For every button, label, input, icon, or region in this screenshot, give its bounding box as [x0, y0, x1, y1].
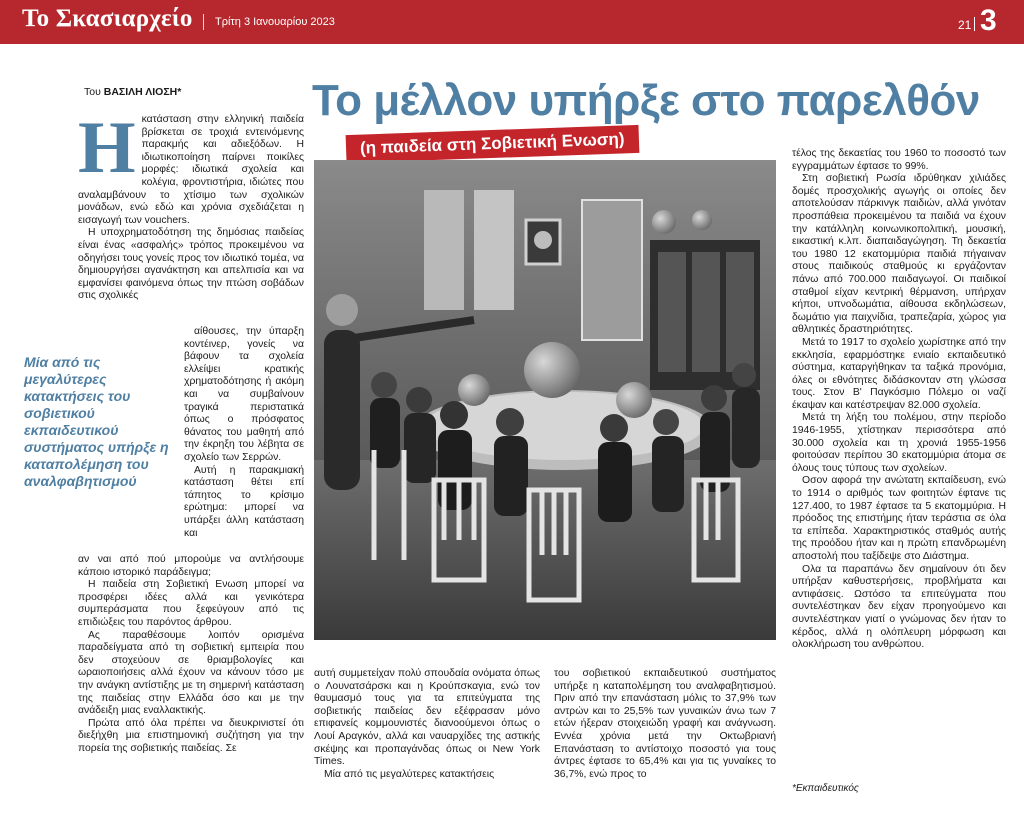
article-photo: [314, 160, 776, 640]
page-number-small: 21: [958, 18, 972, 32]
page-header: [0, 0, 1024, 44]
header-divider: [203, 14, 204, 30]
paragraph: Στη σοβιετική Ρωσία ιδρύθηκαν χιλιάδες δομές προσχολικής αγωγής οι οποίες δεν αποτελούσαν πάρκινγκ παιδιών, αλλά γινόταν προσπάθεια προκειμένου τα παιδιά να έχουν την κατάλληλη κοινωνικοπολιτική, μουσική, εικαστική κ.λπ. διαπαιδαγώγηση. Τη δεκαετία του 1980 12 εκατομμύρια παιδιά πήγαιναν στους παιδικούς σταθμούς κι εργάζονταν πάνω από 700.000 παιδαγωγοί. Οι παιδικοί σταθμοί είχαν κεντρική θέρμανση, υπήρχαν κήποι, υπνοδωμάτια, αίθουσα εκδηλώσεων, δωμάτιο για παιχνίδια, τραπεζαρία, χώρος για αθλητικές δραστηριότητες.: [792, 173, 1006, 336]
paragraph: Μετά το 1917 το σχολείο χωρίστηκε από την εκκλησία, εφαρμόστηκε ενιαίο εκπαιδευτικό σύστημα, καταργήθηκαν τα ταξικά προνόμια, όλες οι εθνότητες διδάσκονταν στη γλώσσα τους. Στον Β' Παγκόσμιο Πόλεμο οι ναζί έκαψαν και κατέστρεψαν 82.000 σχολεία.: [792, 336, 1006, 411]
byline-author: ΒΑΣΙΛΗ ΛΙΟΣΗ*: [103, 86, 182, 98]
paragraph: του σοβιετικού εκπαιδευτικού συστήματος υπήρξε η καταπολέμηση του αναλφαβητισμού. Πριν από την επανάσταση μόλις το 37,9% των αντρών και το 25,5% των γυναικών άνω των 7 ετών ήξεραν στοιχειώδη γραφή και ανάγνωση. Εννέα χρόνια μετά την Οκτωβριανή Επανάσταση το αντίστοιχο ποσοστό για τους άντρες έφτασε το 65,4% και για τις γυναίκες το 36,7%, ενώ προς το: [554, 668, 776, 780]
article-subheadline: (η παιδεία στη Σοβιετική Ενωση): [346, 125, 639, 163]
article-headline: Το μέλλον υπήρξε στο παρελθόν: [312, 76, 980, 125]
byline: [84, 86, 181, 98]
paragraph: αν ναι από πού μπορούμε να αντλήσουμε κάποιο ιστορικό παράδειγμα;: [78, 554, 304, 578]
paragraph: Αυτή η παρακμιακή κατάσταση θέτει επί τάπητος το κρίσιμο ερώτημα: μπορεί να υπάρξει άλλη κατάσταση και: [184, 464, 304, 539]
page-number-large: 3: [980, 4, 997, 37]
paragraph: Ας παραθέσουμε λοιπόν ορισμένα παραδείγματα από τη σοβιετική εμπειρία που δεν στοχεύουν σε θριαμβολογίες και ωραιοποιήσεις αλλά έχουν να κάνουν τόσο με την ανάγκη αντίστιξης με τη σημερινή κατάσταση της παιδείας στην Ελλάδα όσο και με την ανάδειξη μιας εναλλακτικής.: [78, 629, 304, 717]
byline-prefix: Του: [84, 86, 101, 98]
issue-date: Τρίτη 3 Ιανουαρίου 2023: [215, 16, 335, 28]
paragraph: αίθουσες, την ύπαρξη κοντέινερ, γονείς να βάφουν τα σχολεία ελλείψει κρατικής χρηματοδότησης ή ακόμη και να συμβαίνουν τραγικά περιστατικά όπως ο πρόσφατος θάνατος του μαθητή από την έκρηξη του λέβητα σε σχολείο των Σερρών.: [184, 326, 304, 463]
page-number-divider: [974, 17, 975, 31]
column-1: [78, 107, 304, 303]
pull-quote: Μία από τις μεγαλύτερες κατακτήσεις του σοβιετικού εκπαιδευτικού συστήματος υπήρξε η καταπολέμηση του αναλφαβητισμού: [24, 354, 169, 489]
column-2: [314, 668, 540, 781]
column-1-wrapped: [184, 326, 304, 540]
paragraph: αυτή συμμετείχαν πολύ σπουδαία ονόματα όπως ο Λουνατσάρσκι και η Κρούπσκαγια, ενώ τον θαυμασμό τους για τα επιτεύγματα της σοβιετικής παιδείας δεν εξέφρασαν μόνο επιφανείς κομμουνιστές διανοούμενοι όπως ο Λουί Αραγκόν, αλλά και ναυαρχίδες της αστικής σκέψης και προπαγάνδας όπως οι New York Times.: [314, 668, 540, 768]
column-3: [554, 668, 776, 781]
column-1-lower: [78, 554, 304, 756]
paragraph: Μετά τη λήξη του πολέμου, στην περίοδο 1946-1955, χτίστηκαν περισσότερα από 30.000 σχολεία και τη χρονιά 1955-1956 φοιτούσαν περίπου 30 εκατομμύρια άτομα σε όλους τους τύπους των σχολείων.: [792, 412, 1006, 474]
paragraph: Η υποχρηματοδότηση της δημόσιας παιδείας είναι ένας «ασφαλής» τρόπος προκειμένου να οδηγήσει τους γονείς προς τον ιδιωτικό τομέα, να δημιουργήσει αγανάκτηση και απελπισία και να εμφανίσει φαινόμενα όπως την πτώση σοβάδων στις σχολικές: [78, 227, 304, 302]
drop-cap: Η: [78, 107, 136, 189]
paragraph: τέλος της δεκαετίας του 1960 το ποσοστό των εγγραμμάτων έφτασε το 99%.: [792, 148, 1006, 172]
paragraph: Πρώτα από όλα πρέπει να διευκρινιστεί ότι διεξήχθη μια επιστημονική συζήτηση για την πορεία της σοβιετικής παιδείας. Σε: [78, 717, 304, 754]
author-footnote: *Εκπαιδευτικός: [792, 783, 859, 794]
paragraph: κατάσταση στην ελληνική παιδεία βρίσκεται σε τροχιά εντεινόμενης παρακμής και αδιεξόδων. Η ιδιωτικοποίηση παίρνει ποικίλες μορφές: ιδιωτικά σχολεία και κολέγια, φροντιστήρια, ιδιώτες που αναλαμβάνουν το χτίσιμο των σχολικών μονάδων, ενώ εδώ και χρόνια σχεδιάζεται η εισαγωγή των vouchers.: [78, 114, 304, 226]
masthead-logo[interactable]: Το Σκασιαρχείο: [22, 5, 193, 32]
paragraph: Οσον αφορά την ανώτατη εκπαίδευση, ενώ το 1914 ο αριθμός των φοιτητών έφτανε τις 127.400, το 1987 έφτασε τα 5 εκατομμύρια. Η πρόοδος της επιστήμης ήταν τεράστια σε όλα τα επίπεδα. Χαρακτηριστικός σταθμός αυτής της προόδου ήταν και η πρώτη επανδρωμένη αποστολή που ταξίδεψε στο Διάστημα.: [792, 475, 1006, 562]
paragraph: Η παιδεία στη Σοβιετική Ενωση μπορεί να προσφέρει ιδέες αλλά και γενικότερα συμπεράσματα που ξεφεύγουν από τις επιδιώξεις του παρόντος άρθρου.: [78, 579, 304, 628]
classroom-photo-illustration: [314, 160, 776, 640]
paragraph: Ολα τα παραπάνω δεν σημαίνουν ότι δεν υπήρξαν καθυστερήσεις, προβλήματα και αντιφάσεις. Ωστόσο τα επιτεύγματα που συντελέστηκαν δεν είχαν προηγούμενο και συντελέστηκαν γιατί ο γνώμονας δεν ήταν το κέρδος, αλλά η ολόπλευρη μόρφωση και ολοκλήρωση του ανθρώπου.: [792, 563, 1006, 651]
column-4: [792, 148, 1006, 652]
paragraph: Μία από τις μεγαλύτερες κατακτήσεις: [324, 768, 495, 780]
